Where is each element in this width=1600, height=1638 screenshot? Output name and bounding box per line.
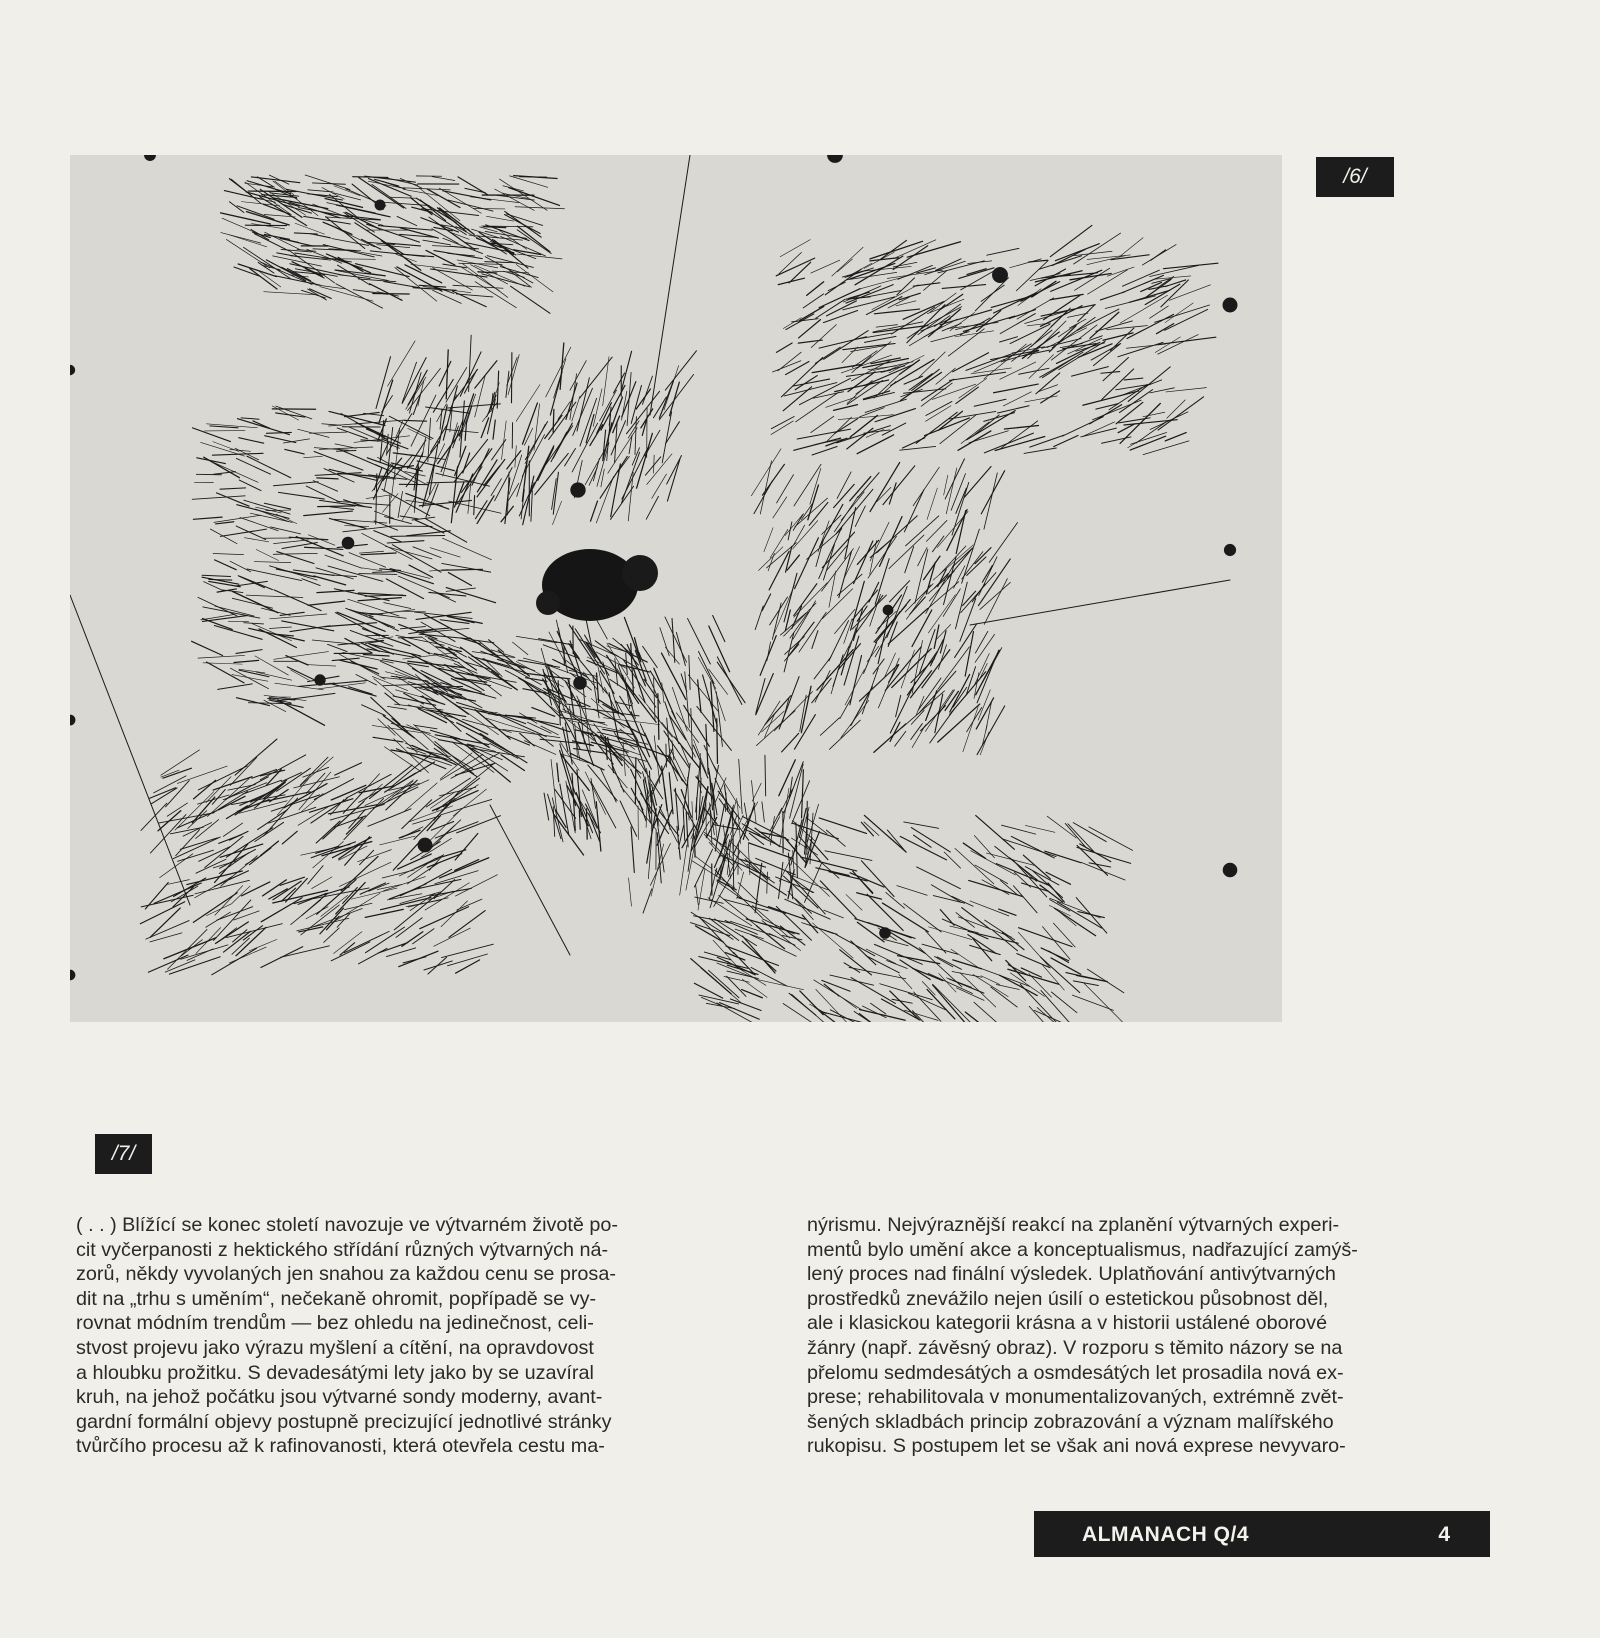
text-line: žánry (např. závěsný obraz). V rozporu s těmito názory se na: [807, 1336, 1343, 1359]
publication-title: ALMANACH Q/4: [1082, 1523, 1249, 1546]
plate-label-6: /6/: [1316, 157, 1394, 197]
text-line: ( . . ) Blížící se konec století navozuje ve výtvarném životě po-: [76, 1214, 619, 1236]
text-line: lený proces nad finální výsledek. Uplatňování antivýtvarných: [807, 1263, 1336, 1286]
text-line: zorů, někdy vyvolaných jen snahou za každou cenu se prosa-: [76, 1263, 616, 1286]
text-line: šených skladbách princip zobrazování a význam malířského: [807, 1410, 1334, 1433]
text-line: cit vyčerpanosti z hektického střídání různých výtvarných ná-: [76, 1238, 609, 1261]
text-line: gardní formální objevy postupně precizující jednotlivé stránky: [76, 1410, 612, 1433]
text-line: nýrismu. Nejvýraznější reakcí na zplanění výtvarných experi-: [807, 1214, 1340, 1236]
text-line: prostředků znevážilo nejen úsilí o estetickou působnost děl,: [807, 1287, 1329, 1310]
text-line: ale i klasickou kategorii krásna a v historii ustálené oborové: [807, 1312, 1328, 1335]
text-line: stvost projevu jako výrazu myšlení a cítění, na opravdovost: [76, 1336, 594, 1359]
page-number: 4: [1438, 1523, 1450, 1546]
hatched-drawing: [70, 155, 1282, 1022]
footer-bar: [1034, 1511, 1490, 1557]
text-line: rukopisu. S postupem let se však ani nová exprese nevyvaro-: [807, 1435, 1346, 1458]
text-line: dit na „trhu s uměním“, nečekaně ohromit, popřípadě se vy-: [76, 1287, 597, 1310]
plate-label-7: /7/: [95, 1134, 152, 1174]
text-line: rovnat módním trendům — bez ohledu na jedinečnost, celi-: [76, 1312, 594, 1335]
article-column-right: [807, 1213, 1467, 1459]
article-column-left: [76, 1213, 736, 1459]
text-line: prese; rehabilitovala v monumentalizovaných, extrémně zvět-: [807, 1386, 1344, 1409]
text-line: kruh, na jehož počátku jsou výtvarné sondy moderny, avant-: [76, 1386, 603, 1409]
text-line: a hloubku prožitku. S devadesátými lety jako by se uzavíral: [76, 1361, 594, 1384]
text-line: mentů bylo umění akce a konceptualismus, nadřazující zamýš-: [807, 1238, 1358, 1261]
artwork-drawing: [70, 155, 1282, 1022]
text-line: přelomu sedmdesátých a osmdesátých let prosadila nová ex-: [807, 1361, 1344, 1384]
text-line: tvůrčího procesu až k rafinovanosti, která otevřela cestu ma-: [76, 1435, 605, 1458]
